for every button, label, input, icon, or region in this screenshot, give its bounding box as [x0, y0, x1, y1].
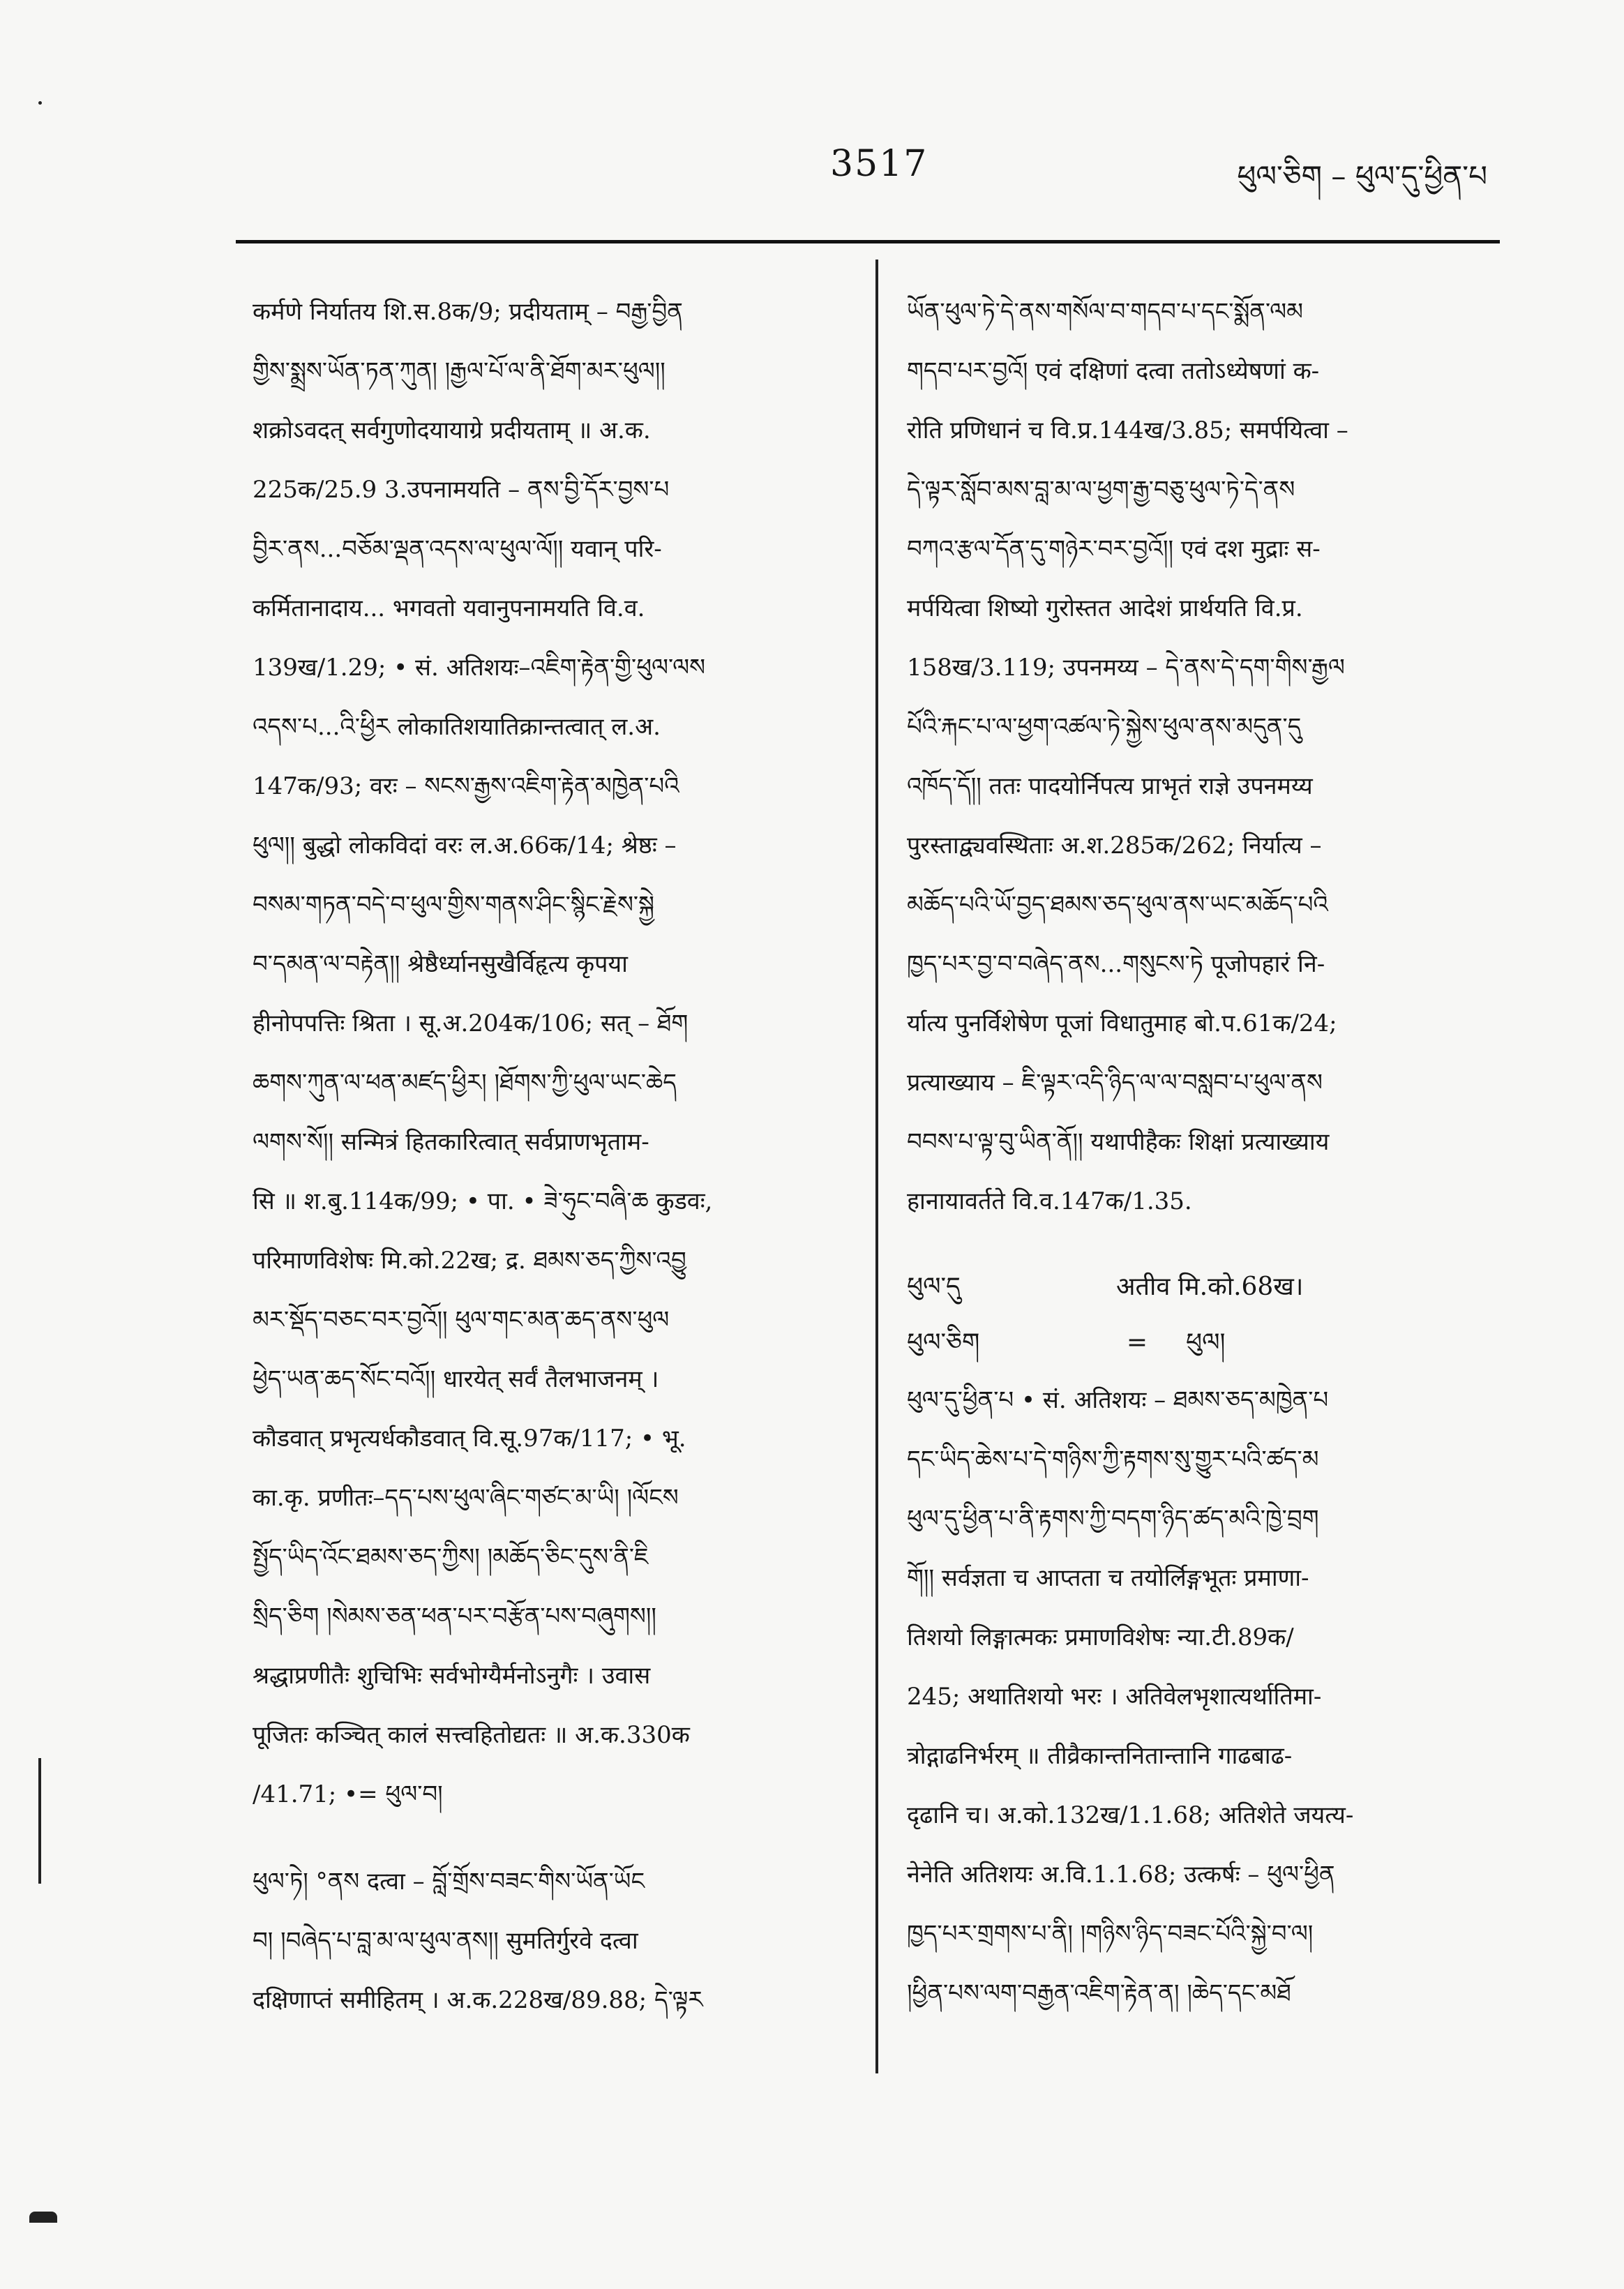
text-line: /41.71; •= ཕུལ་བ།	[253, 1780, 443, 1808]
margin-line	[38, 1758, 41, 1884]
text-line: བབས་པ་ལྟ་བུ་ཡིན་ནོ།། यथापीहैकः शिक्षां प्रत्याख्याय	[907, 1128, 1330, 1156]
text-line: ཁྱད་པར་གྲགས་པ་ནི། །གཉིས་ཉིད་བཟང་པོའི་སྐྱེ་བ་ལ།	[907, 1920, 1314, 1948]
text-line: བ་དམན་ལ་བརྟེན།། श्रेष्ठैर्ध्यानसुखैर्विहृत्य कृपया	[253, 950, 628, 978]
text-line: པོའི་རྐང་པ་ལ་ཕྱག་འཚལ་ཏེ་སྐྱེས་ཕུལ་ནས་མདུན་དུ	[907, 713, 1302, 741]
text-line: དེ་ལྟར་སློབ་མས་བླ་མ་ལ་ཕྱག་རྒྱ་བཅུ་ཕུལ་ཏེ་དེ་ནས	[907, 476, 1295, 504]
page-number: 3517	[830, 143, 928, 185]
text-line: བཀའ་རྩལ་དོན་དུ་གཉེར་བར་བྱའོ།། एवं दश मुद्राः स-	[907, 535, 1321, 563]
text-line: ཕུལ།། बुद्धो लोकविदां वरः ल.अ.66क/14; श्रेष्ठः –	[253, 832, 677, 860]
margin-dot	[38, 101, 42, 105]
entry-phul-du-phyin-pa	[907, 1371, 1507, 2023]
text-line: ཕུལ་དུ་ཕྱིན་པ • सं. अतिशयः – ཐམས་ཅད་མཁྱེན་པ	[907, 1386, 1329, 1414]
text-line: र्यात्य पुनर्विशेषेण पूजां विधातुमाह बो.प.61क/24;	[907, 1010, 1337, 1037]
text-line: 158ख/3.119; उपनमय्य – དེ་ནས་དེ་དག་གིས་རྒྱལ	[907, 654, 1345, 682]
entry-gap	[907, 1231, 1507, 1259]
text-line: ཕུལ་ཏེ། °ནས दत्वा – བློ་གྲོས་བཟང་གིས་ཡོན་ཡོང	[253, 1868, 645, 1896]
text-line: पुरस्ताद्व्यवस्थिताः अ.श.285क/262; निर्यात्य –	[907, 832, 1322, 860]
text-line: ཆགས་ཀུན་ལ་ཕན་མཛད་ཕྱིར། །ཐོགས་ཀྱི་ཕུལ་ཡང་ཆེད	[253, 1069, 677, 1097]
text-line: पूजितः कञ्चित् कालं सत्त्वहितोद्यतः ॥ अ.क.330क	[253, 1721, 690, 1749]
left-column	[253, 283, 852, 2030]
text-line: །ཕྱིན་པས་ལག་བརྒྱན་འཇིག་རྟེན་ན། །ཆེད་དང་མཐོ	[907, 1979, 1291, 2007]
text-line: གདབ་པར་བྱའོ། एवं दक्षिणां दत्वा ततोऽध्येषणां क-	[907, 357, 1320, 385]
entry-phul-du	[907, 1259, 1507, 1315]
text-line: བ། །བཞེད་པ་བླ་མ་ལ་ཕུལ་ནས།། सुमतिर्गुरवे दत्वा	[253, 1927, 638, 1955]
cross-reference: ཕུལ།	[1186, 1328, 1226, 1357]
text-line: སྲིད་ཅིག །སེམས་ཅན་ཕན་པར་བརྩོན་པས་བཞུགས།།	[253, 1603, 656, 1630]
text-line: मर्पयित्वा शिष्यो गुरोस्तत आदेशं प्रार्थयति वि.प्र.	[907, 594, 1303, 622]
text-line: མཆོད་པའི་ཡོ་བྱད་ཐམས་ཅད་ཕུལ་ནས་ཡང་མཆོད་པའི	[907, 891, 1328, 919]
margin-smudge	[29, 2212, 57, 2223]
text-line: सि ॥ श.बु.114क/99; • पा. • ཟེ་ཧུང་བཞི་ཆ कुडवः,	[253, 1187, 713, 1215]
entry-phul-te	[253, 1852, 852, 2030]
headword: ཕུལ་ཅིག	[907, 1328, 980, 1357]
text-line: तिशयो लिङ्गात्मकः प्रमाणविशेषः न्या.टी.89क/	[907, 1623, 1294, 1651]
text-line: ཡོན་ཕུལ་ཏེ་དེ་ནས་གསོལ་བ་གདབ་པ་དང་སྨོན་ལམ	[907, 298, 1303, 326]
text-line: 147क/93; वरः – སངས་རྒྱས་འཇིག་རྟེན་མཁྱེན་པའི	[253, 772, 679, 800]
running-head: ཕུལ་ཅིག – ཕུལ་དུ་ཕྱིན་པ	[1237, 159, 1487, 193]
text-line: श्रद्धाप्रणीतैः शुचिभिः सर्वभोग्यैर्मनोऽनुगैः । उवास	[253, 1662, 651, 1690]
right-column	[907, 283, 1507, 2023]
text-line: དང་ཡིད་ཆེས་པ་དེ་གཉིས་ཀྱི་རྟགས་སུ་གྱུར་པའི་ཚད་མ	[907, 1446, 1319, 1473]
text-line: གོ།། सर्वज्ञता च आप्तता च तयोर्लिङ्गभूतः प्रमाणा-	[907, 1564, 1309, 1592]
text-line: 245; अथातिशयो भरः । अतिवेलभृशात्यर्थातिमा-	[907, 1683, 1322, 1711]
text-line: नेनेति अतिशयः अ.वि.1.1.68; उत्कर्षः – ཕུལ་ཕྱིན	[907, 1861, 1335, 1889]
text-line: འཁོད་དོ།། ततः पादयोर्निपत्य प्राभृतं राज्ञे उपनमय्य	[907, 772, 1313, 800]
text-line: दक्षिणाप्तं समीहितम् । अ.क.228ख/89.88; དེ་ལྟར	[253, 1986, 703, 2014]
text-line: दृढानि च। अ.को.132ख/1.1.68; अतिशेते जयत्य-	[907, 1801, 1354, 1829]
text-line: སྤྱོད་ཡིད་འོང་ཐམས་ཅད་ཀྱིས། །མཆོད་ཅིང་དུས་ནི་ཇི	[253, 1543, 649, 1571]
text-line: हीनोपपत्तिः श्रिता । सू.अ.204क/106; सत् – ཐོག	[253, 1010, 689, 1037]
text-line: ལགས་སོ།། सन्मित्रं हितकारित्वात् सर्वप्राणभृताम-	[253, 1128, 649, 1156]
text-line: བསམ་གཏན་བདེ་བ་ཕུལ་གྱིས་གནས་ཤིང་སྙིང་རྗེས་སྐྱེ	[253, 891, 654, 919]
text-line: कर्मितानादाय... भगवतो यवानुपनामयति वि.व.	[253, 594, 645, 622]
gloss: अतीव मि.को.68ख।	[1116, 1273, 1304, 1301]
right-entry-continued	[907, 283, 1507, 1231]
entry-gap	[253, 1824, 852, 1852]
text-line: 225क/25.9 3.उपनामयति – ནས་བྱི་དོར་བྱས་པ	[253, 476, 670, 504]
text-line: ཕྱེད་ཡན་ཆད་སོང་བའོ།། धारयेत् सर्वं तैलभाजनम् ।	[253, 1365, 659, 1393]
text-line: परिमाणविशेषः मि.को.22ख; द्र. ཐམས་ཅད་ཀྱིས་འབྱུ	[253, 1247, 686, 1275]
headword: ཕུལ་དུ	[907, 1273, 961, 1301]
left-entry-continued	[253, 283, 852, 1824]
text-line: त्रोद्गाढनिर्भरम् ॥ तीव्रैकान्तनितान्तानि गाढबाढ-	[907, 1742, 1293, 1770]
text-line: प्रत्याख्याय – ཇི་ལྟར་འདི་ཉིད་ལ་ལ་བསླབ་པ་ཕུལ་ནས	[907, 1069, 1323, 1097]
text-line: 139ख/1.29; • सं. अतिशयः–འཇིག་རྟེན་གྱི་ཕུལ་ལས	[253, 654, 706, 682]
text-line: ཕུལ་དུ་ཕྱིན་པ་ནི་རྟགས་ཀྱི་བདག་ཉིད་ཚད་མའི་ཁྱེ་བྲག	[907, 1505, 1319, 1533]
entry-phul-cig	[907, 1315, 1507, 1371]
text-line: कर्मणे निर्यातय शि.स.8क/9; प्रदीयताम् – བརྒྱ་བྱིན	[253, 298, 683, 326]
text-line: གྱིས་སྨྲས་ཡོན་ཏན་ཀུན། །རྒྱལ་པོ་ལ་ནི་ཐོག་མར་ཕུལ།།	[253, 357, 666, 385]
text-line: कौडवात् प्रभृत्यर्धकौडवात् वि.सू.97क/117; • भू.	[253, 1425, 686, 1453]
column-divider	[875, 260, 878, 2073]
text-line: हानायावर्तते वि.व.147क/1.35.	[907, 1187, 1192, 1215]
text-line: का.कृ. प्रणीतः–དད་པས་ཕུལ་ཞིང་གཙང་མ་ཡི། །ལོངས	[253, 1484, 679, 1512]
equals-sign: =	[1126, 1328, 1148, 1357]
text-line: འདས་པ...འི་ཕྱིར लोकातिशयातिक्रान्तत्वात् ल.अ.	[253, 713, 661, 741]
text-line: शक्रोऽवदत् सर्वगुणोदयायाग्रे प्रदीयताम् ॥ अ.क.	[253, 416, 651, 444]
text-line: रोति प्रणिधानं च वि.प्र.144ख/3.85; समर्पयित्वा –	[907, 416, 1348, 444]
header-rule	[236, 240, 1500, 243]
text-line: བྱིར་ནས...བཅོམ་ལྡན་འདས་ལ་ཕུལ་ལོ།། यवान् परि-	[253, 535, 662, 563]
text-line: ཁྱད་པར་བྱ་བ་བཞེད་ནས...གསུངས་ཏེ पूजोपहारं नि-	[907, 950, 1325, 978]
text-line: མར་སྡོད་བཅང་བར་བྱའོ།། ཕུལ་གང་མན་ཆད་ནས་ཕུལ	[253, 1306, 670, 1334]
